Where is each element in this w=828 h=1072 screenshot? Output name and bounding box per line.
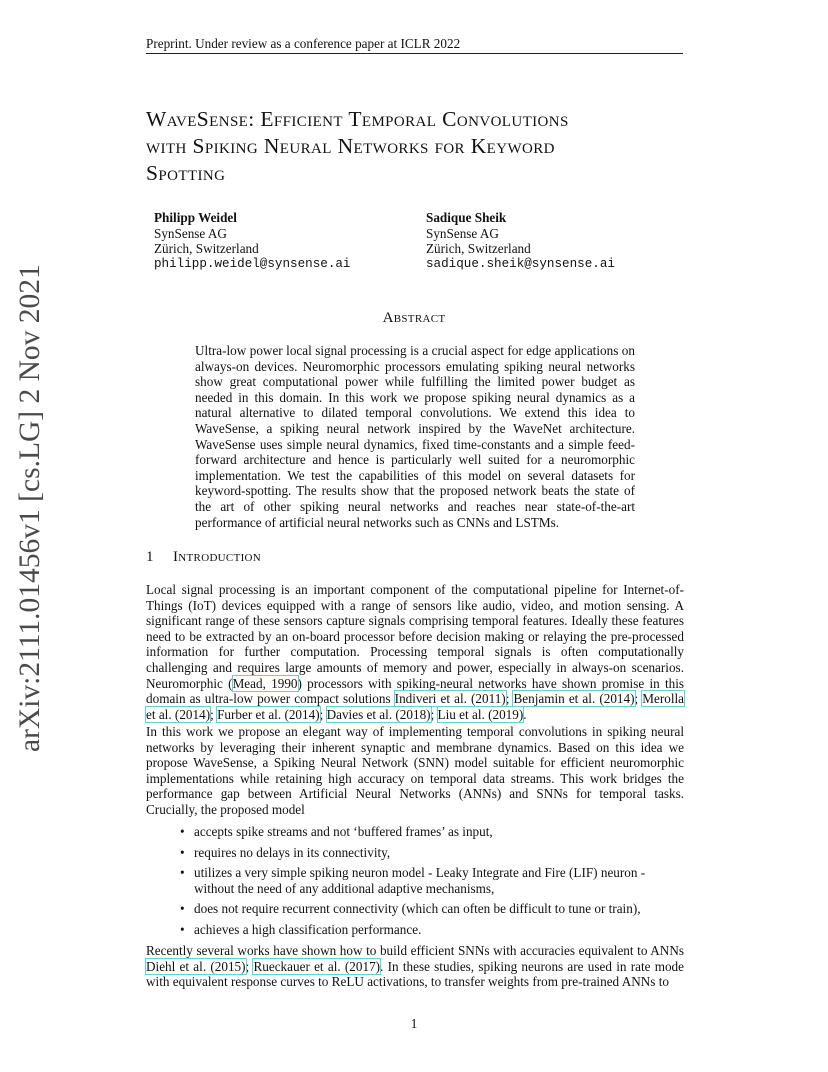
list-item-text: requires no delays in its connectivity, [194,844,391,860]
bullet-icon: • [180,901,185,917]
running-header: Preprint. Under review as a conference paper at ICLR 2022 [146,36,461,51]
abstract-heading: Abstract [382,310,446,326]
bullet-icon: • [180,921,185,937]
paragraph-text: ) processors with spiking-neural networks have shown promise in this domain as ultra-low power compact solutions [146,675,685,707]
paragraph-text: . In these studies, spiking neurons are used in rate mode with equivalent response curves to ReLU activations, to transfer weights from pre-trained ANNs to [146,958,685,990]
citation-link[interactable]: Benjamin et al. (2014) [513,691,635,707]
author-location: Zürich, Switzerland [426,241,531,256]
citation-link[interactable]: Rueckauer et al. (2017) [253,958,381,974]
citation-separator: ; [245,958,254,974]
citation-link[interactable]: Furber et al. (2014) [217,706,320,722]
citation-link[interactable]: Diehl et al. (2015) [146,958,246,974]
list-item-text: achieves a high classification performance. [194,921,422,937]
paragraph-text: Local signal processing is an important component of the computational pipeline for Internet-of-Things (IoT) devices equipped with a range of sensors like audio, video, and motion sensing. A significant range of these sensors capture signals comprising temporal features. Ideally these features need to be extracted by an on-board processor before decision making or relaying the pre-processed information for further computation. Processing temporal signals is often computationally challenging and requires large amounts of memory and power, especially in always-on scenarios. Neuromorphic ( [146,582,684,691]
list-item-text: does not require recurrent connectivity (which can often be difficult to tune or train), [194,901,641,917]
section-heading-introduction [146,548,261,566]
arxiv-identifier: arXiv:2111.01456v1 [cs.LG] 2 Nov 2021 [14,264,46,752]
paper-title [146,106,706,187]
citation-separator: ; [319,706,327,722]
citation-link[interactable]: Davies et al. (2018) [326,706,431,722]
paragraph-text: . [523,706,527,722]
author-name: Philipp Weidel [154,210,237,225]
list-item [180,922,685,938]
intro-paragraph-2: In this work we propose an elegant way of implementing temporal convolutions in spiking neural networks by leveraging their inherent synaptic and membrane dynamics. Based on this idea we propose WaveSense, a Spiking Neural Network (SNN) model suitable for efficient neuromorphic implementations while retaining high accuracy on temporal data streams. This work bridges the performance gap between Artificial Neural Networks (ANNs) and SNNs for temporal tasks. Crucially, the proposed model [146,724,684,817]
section-title: Introduction [173,549,262,565]
author-email[interactable]: sadique.sheik@synsense.ai [426,256,615,271]
citation-link[interactable]: Indiveri et al. (2011) [394,691,506,707]
section-number: 1 [146,549,154,565]
list-item-text: accepts spike streams and not ‘buffered frames’ as input, [194,824,493,839]
citation-separator: ; [210,706,218,722]
list-item [180,845,685,861]
list-item [180,901,685,917]
author-affiliation: SynSense AG [426,225,499,241]
list-item [180,824,685,840]
paragraph-text: Recently several works have shown how to build efficient SNNs with accuracies equivalent to ANNs [146,943,684,958]
citation-separator: ; [634,691,643,707]
citation-link[interactable]: Liu et al. (2019) [437,706,524,722]
author-block-1 [154,210,351,272]
bullet-icon: • [180,824,185,839]
bullet-icon: • [180,865,185,881]
citation-link[interactable]: Merolla et al. (2014) [146,691,685,722]
author-affiliation: SynSense AG [154,225,227,241]
header-rule [146,53,683,54]
author-name: Sadique Sheik [426,210,507,225]
list-item-text: utilizes a very simple spiking neuron model - Leaky Integrate and Fire (LIF) neuron - without the need of any additional adaptive mechanisms, [194,865,646,896]
intro-paragraph-1 [146,582,684,722]
abstract-text: Ultra-low power local signal processing is a crucial aspect for edge applications on always-on devices. Neuromorphic processors emulating spiking neural networks show great computational power while fulfilling the limited power budget as needed in this domain. In this work we propose spiking neural dynamics as a natural alternative to dilated temporal convolutions. We extend this idea to WaveSense, a spiking neural network inspired by the WaveNet architecture. WaveSense uses simple neural dynamics, fixed time-constants and a simple feed-forward architecture and hence is particularly well suited for a neuromorphic implementation. We test the capabilities of this model on several datasets for keyword-spotting. The results show that the proposed network beats the state of the art of other spiking neural networks and reaches near state-of-the-art performance of artificial neural networks such as CNNs and LSTMs. [195,343,635,530]
author-block-2 [426,210,615,272]
bullet-icon: • [180,844,185,860]
title-line-1: WaveSense: Efficient Temporal Convolutions [146,107,569,131]
citation-separator: ; [505,691,514,707]
intro-paragraph-3 [146,943,684,990]
author-location: Zürich, Switzerland [154,241,259,256]
title-line-3: Spotting [146,161,226,185]
contribution-list [180,824,685,943]
list-item [180,865,685,896]
author-email[interactable]: philipp.weidel@synsense.ai [154,256,351,271]
citation-link[interactable]: Mead, 1990 [232,675,298,691]
page-number: 1 [410,1016,418,1031]
title-line-2: with Spiking Neural Networks for Keyword [146,134,555,158]
citation-separator: ; [430,706,438,722]
